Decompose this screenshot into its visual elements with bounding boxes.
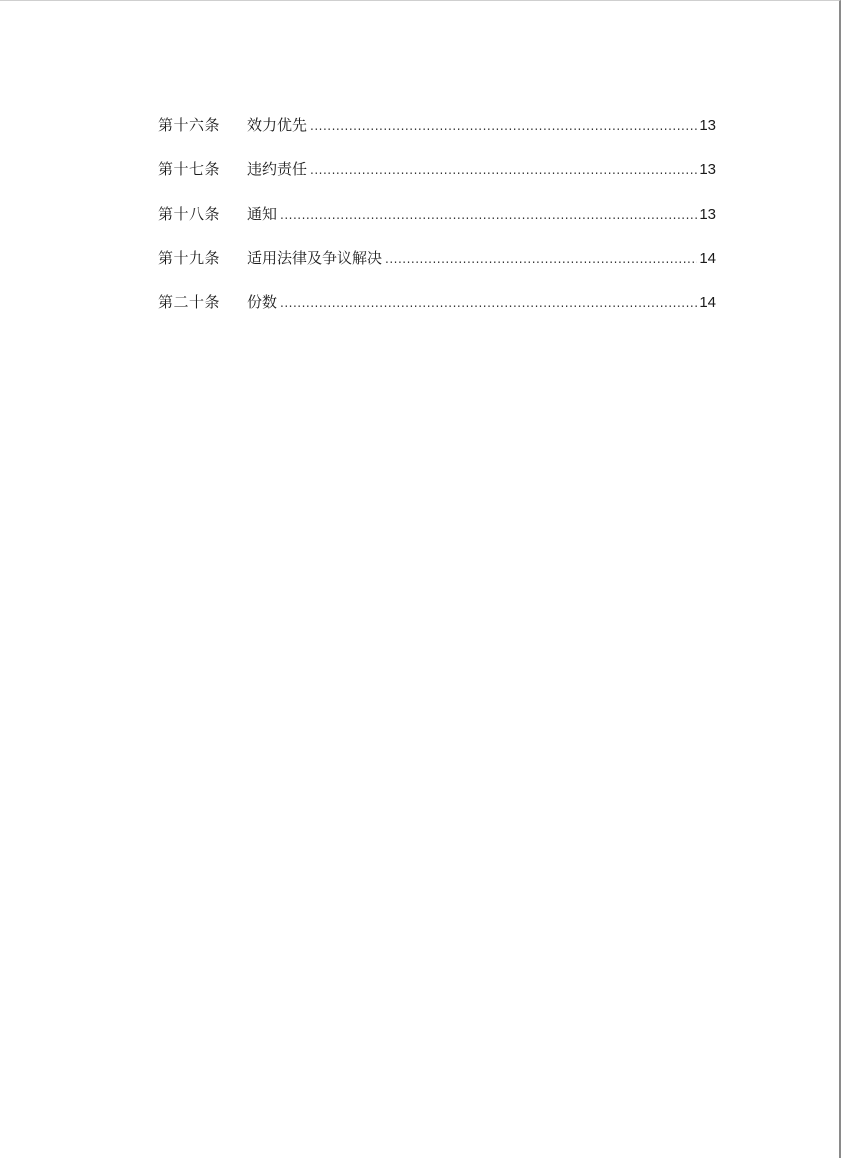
toc-article-number: 第二十条: [158, 293, 221, 312]
toc-dot-leader: [385, 252, 697, 266]
toc-entry[interactable]: [158, 114, 716, 158]
toc-page-number: 14: [699, 294, 716, 312]
toc-title: 适用法律及争议解决: [247, 248, 383, 267]
toc-article-number: 第十六条: [158, 116, 221, 134]
table-of-contents: [158, 114, 716, 335]
toc-entry[interactable]: [158, 158, 716, 202]
toc-article-number: 第十九条: [158, 248, 221, 267]
toc-dot-leader: [310, 119, 697, 133]
toc-page-number: 13: [699, 161, 716, 179]
toc-article-number: 第十八条: [158, 204, 221, 223]
toc-article-number: 第十七条: [158, 160, 221, 179]
toc-title: 份数: [247, 293, 278, 312]
toc-page-number: 13: [699, 205, 716, 223]
toc-page-number: 13: [699, 117, 716, 134]
toc-title: 违约责任: [247, 160, 308, 179]
toc-title: 效力优先: [247, 116, 308, 134]
toc-entry[interactable]: [158, 247, 716, 291]
toc-entry[interactable]: [158, 203, 716, 247]
toc-title: 通知: [247, 204, 278, 223]
toc-page-number: 14: [699, 249, 716, 267]
toc-dot-leader: [310, 163, 697, 177]
toc-dot-leader: [280, 296, 697, 310]
toc-entry[interactable]: [158, 291, 716, 335]
toc-dot-leader: [280, 208, 697, 222]
